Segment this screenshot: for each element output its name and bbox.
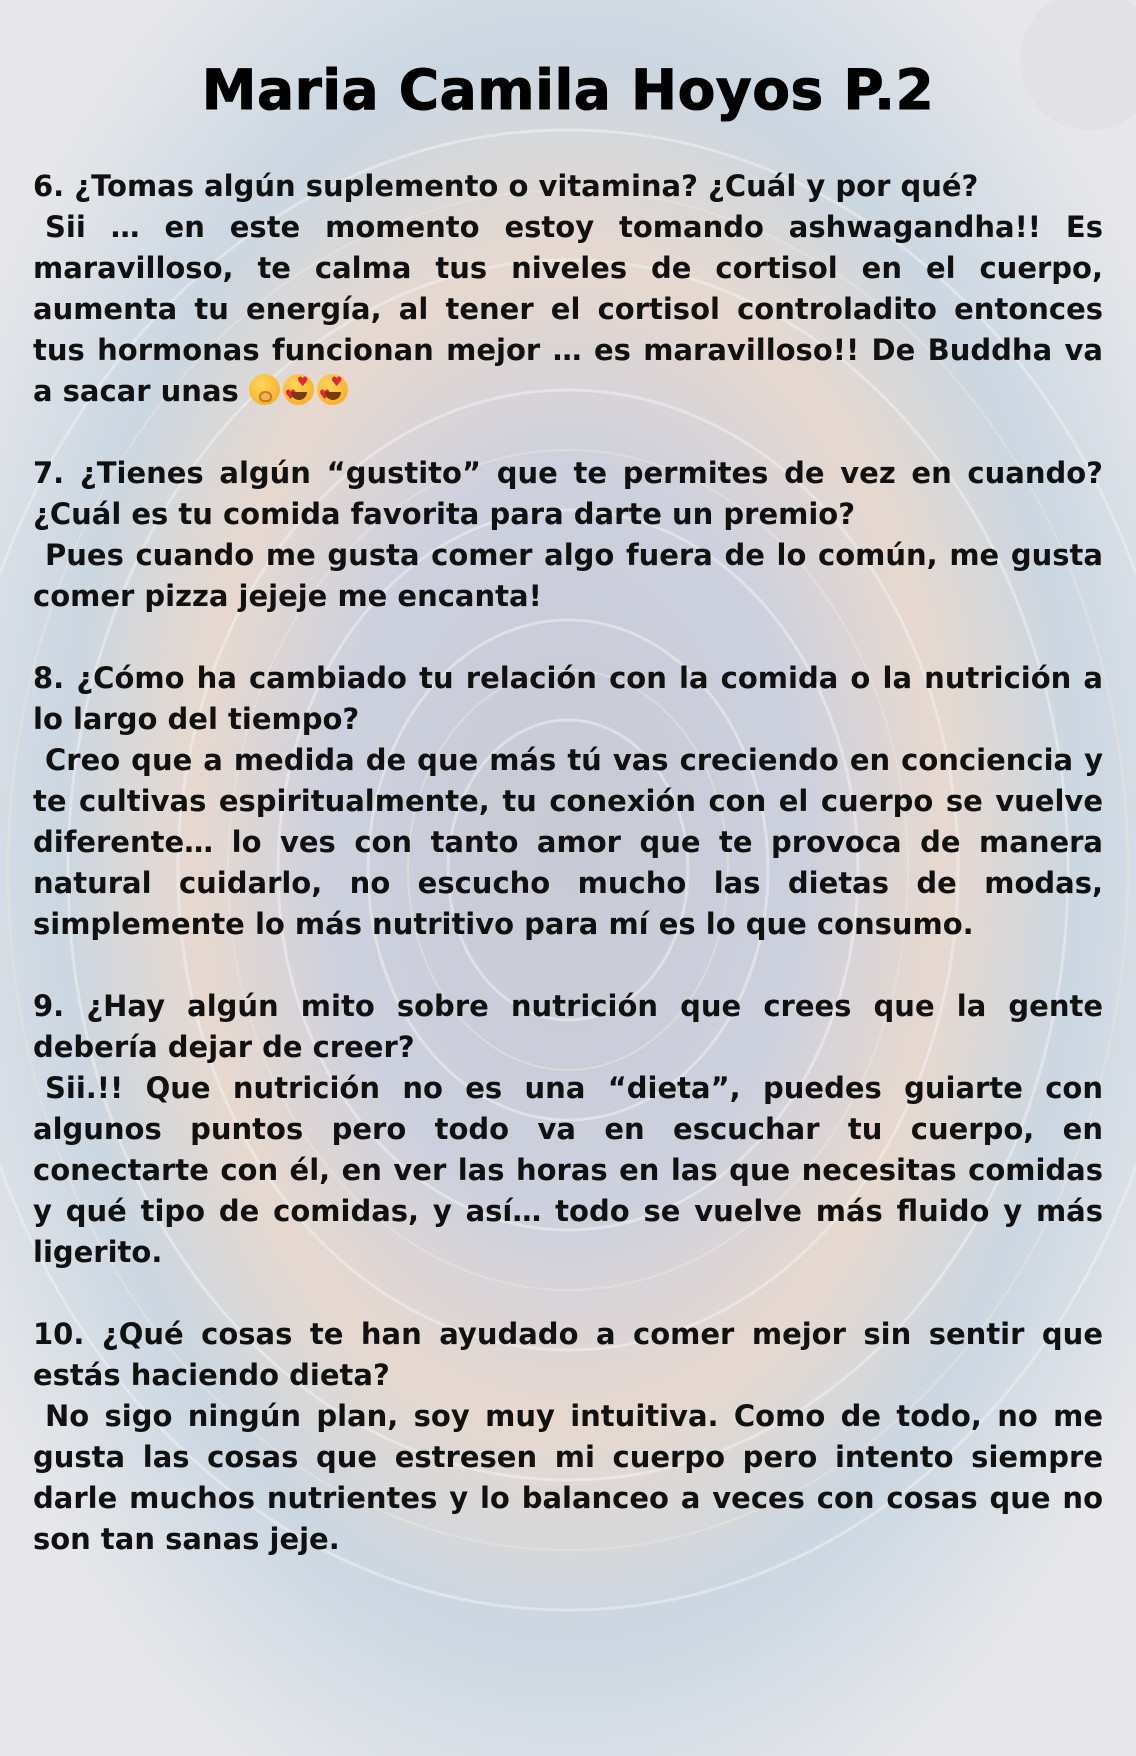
qa-item-6 bbox=[33, 166, 1103, 412]
answer: Pues cuando me gusta comer algo fuera de lo común, me gusta comer pizza jejeje me encanta! bbox=[33, 538, 1103, 613]
qa-item-9 bbox=[33, 986, 1103, 1273]
answer: No sigo ningún plan, soy muy intuitiva. Como de todo, no me gusta las cosas que estresen mi cuerpo pero intento siempre darle muchos nutrientes y lo balanceo a veces con cosas que no son tan sanas jeje. bbox=[33, 1399, 1103, 1556]
qa-item-10 bbox=[33, 1314, 1103, 1560]
question: 6. ¿Tomas algún suplemento o vitamina? ¿Cuál y por qué? bbox=[33, 169, 979, 203]
qa-item-7 bbox=[33, 453, 1103, 617]
question: 10. ¿Qué cosas te han ayudado a comer mejor sin sentir que estás haciendo dieta? bbox=[33, 1317, 1103, 1392]
heart-eyes-emoji-icon bbox=[317, 374, 348, 405]
answer-text: Sii … en este momento estoy tomando ashwagandha!! Es maravilloso, te calma tus niveles de cortisol en el cuerpo, aumenta tu energía, al tener el cortisol controladito entonces tus hormonas funcionan mejor … es maravilloso!! De Buddha va a sacar unas bbox=[33, 210, 1103, 408]
question: 8. ¿Cómo ha cambiado tu relación con la comida o la nutrición a lo largo del tiempo? bbox=[33, 661, 1103, 736]
answer bbox=[33, 207, 1103, 412]
page-title: Maria Camila Hoyos P.2 bbox=[201, 58, 935, 122]
answer: Sii.!! Que nutrición no es una “dieta”, puedes guiarte con algunos puntos pero todo va en escuchar tu cuerpo, en conectarte con él, en ver las horas en las que necesitas comidas y qué tipo de comidas, y así… todo se vuelve más fluido y más ligerito. bbox=[33, 1071, 1103, 1269]
qa-item-8 bbox=[33, 658, 1103, 945]
answer: Creo que a medida de que más tú vas creciendo en conciencia y te cultivas espiritualmente, tu conexión con el cuerpo se vuelve diferente… lo ves con tanto amor que te provoca de manera natural cuidarlo, no escucho mucho las dietas de modas, simplemente lo más nutritivo para mí es lo que consumo. bbox=[33, 743, 1103, 941]
yawning-face-emoji-icon bbox=[249, 374, 280, 405]
question: 7. ¿Tienes algún “gustito” que te permites de vez en cuando? ¿Cuál es tu comida favorita para darte un premio? bbox=[33, 456, 1103, 531]
question: 9. ¿Hay algún mito sobre nutrición que crees que la gente debería dejar de creer? bbox=[33, 989, 1103, 1064]
heart-eyes-emoji-icon bbox=[283, 374, 314, 405]
